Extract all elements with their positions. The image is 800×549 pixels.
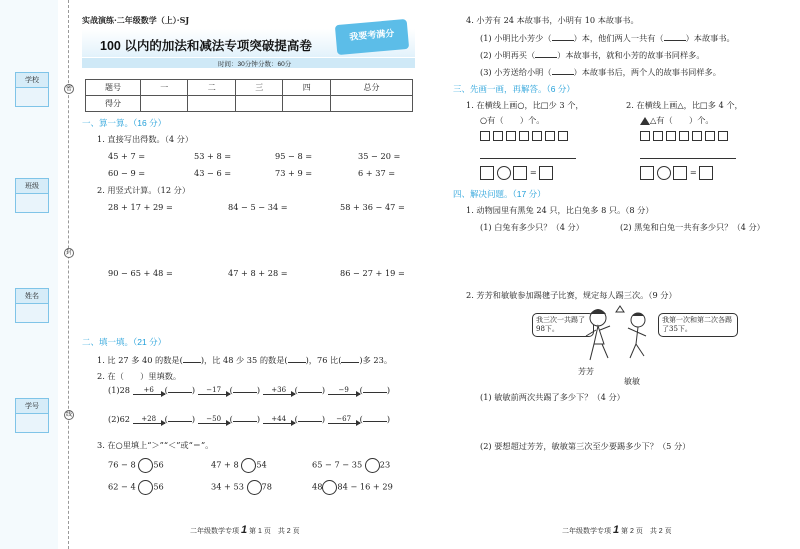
answer-blank[interactable] (552, 32, 574, 41)
s2-q4b: (2) 小明再买（ ）本故事书，就和小芳的故事书同样多。 (480, 50, 705, 60)
score-cell[interactable] (330, 96, 412, 112)
answer-blank[interactable] (233, 413, 257, 422)
equation-boxes: = (640, 166, 713, 180)
compare-item: 47 + 8 54 (211, 458, 267, 473)
section-3-title: 三、先画一画，再解答。（6 分） (453, 84, 575, 94)
answer-blank[interactable] (168, 384, 192, 393)
s4-q1a: (1) 白兔有多少只？（4 分） (480, 222, 584, 232)
s3-q2b: △有（ ）个。 (640, 115, 714, 126)
kids-illustration (576, 300, 666, 370)
s1-q2: 2. 用竖式计算。（12 分） (97, 185, 191, 195)
drawing-line[interactable] (480, 158, 576, 159)
col-header: 二 (188, 80, 235, 96)
page-title: 100 以内的加法和减法专项突破提高卷 (100, 39, 312, 53)
compare-item: 76 − 8 56 (108, 458, 164, 473)
chain-arrow: +6 (133, 387, 165, 395)
answer-blank[interactable] (535, 49, 557, 58)
vertical-item: 86 − 27 + 19 = (340, 268, 405, 278)
vertical-item: 90 − 65 + 48 = (108, 268, 173, 278)
s3-q1b: ○有（ ）个。 (480, 115, 545, 125)
number-chain-1: (1)28 +6 ( ) −17 ( ) +36 ( ) −9 ( ) (108, 385, 391, 395)
compare-circle[interactable] (247, 480, 262, 495)
s2-q2: 2. 在（ ）里填数。 (97, 371, 182, 381)
s2-q1-text: 多 23。 (362, 355, 393, 365)
badge: 我要考满分 (335, 19, 409, 55)
chain-arrow: +44 (263, 416, 295, 424)
shuttlecock-icon (616, 306, 624, 312)
oral-item: 73 + 9 = (275, 168, 313, 178)
answer-blank[interactable] (233, 384, 257, 393)
answer-blank[interactable] (664, 32, 686, 41)
oral-item: 6 + 37 = (358, 168, 396, 178)
chain-start: (1)28 (108, 385, 131, 395)
s2-q1-text: ，比 48 少 35 的数是 (204, 355, 285, 365)
speech-bubble-minmin: 我第一次和第二次各踢了35下。 (658, 313, 738, 337)
answer-blank[interactable] (552, 66, 574, 75)
compare-circle[interactable] (241, 458, 256, 473)
s4-q2: 2. 芳芳和敏敏参加踢毽子比赛，规定每人踢三次。（9 分） (466, 290, 677, 300)
name-field[interactable]: 姓名 (15, 288, 49, 323)
time-label: 时间：30分钟 (218, 61, 258, 68)
class-field[interactable]: 班级 (15, 178, 49, 213)
col-header: 四 (283, 80, 330, 96)
name-fangfang: 芳芳 (578, 367, 594, 376)
square-row (480, 130, 571, 141)
square-row (640, 130, 731, 141)
s4-q2b: (2) 要想超过芳芳，敏敏第三次至少要踢多少下？（5 分） (480, 441, 691, 451)
chain-arrow: −9 (328, 387, 360, 395)
number-chain-2: (2)62 +28 ( ) −50 ( ) +44 ( ) −67 ( ) (108, 414, 391, 424)
answer-blank[interactable] (168, 413, 192, 422)
answer-blank[interactable] (363, 413, 387, 422)
s4-q1b: (2) 黑兔和白兔一共有多少只？（4 分） (620, 222, 765, 232)
col-header: 总分 (330, 80, 412, 96)
compare-circle[interactable] (365, 458, 380, 473)
compare-item: 34 + 53 78 (211, 480, 272, 495)
series-label: 实战演练·二年级数学（上）·SJ (82, 15, 190, 25)
section-2-title: 二、填一填。（21 分） (82, 337, 167, 347)
compare-item: 48 84 − 16 + 29 (312, 480, 393, 495)
answer-blank[interactable] (298, 413, 322, 422)
s3-q1: 1. 在横线上画○，比□少 3 个， (466, 100, 584, 110)
compare-item: 65 − 7 − 35 23 (312, 458, 390, 473)
oral-item: 95 − 8 = (275, 151, 313, 161)
section-4-title: 四、解决问题。（17 分） (453, 189, 546, 199)
s2-q1: 1. 比 27 多 40 的数是( )，比 48 少 35 的数是( )，76 比( )多 23。 (97, 355, 393, 365)
score-table-header (86, 80, 413, 96)
answer-blank[interactable] (363, 384, 387, 393)
seal-mark-xian: 线 (65, 411, 72, 418)
oral-item: 43 − 6 = (194, 168, 232, 178)
cut-line (68, 0, 69, 549)
score-cell[interactable] (141, 96, 188, 112)
chain-arrow: −17 (198, 387, 230, 395)
name-minmin: 敏敏 (624, 377, 640, 386)
seal-mark-feng: 封 (65, 249, 72, 256)
compare-item: 62 − 4 56 (108, 480, 164, 495)
oral-item: 53 + 8 = (194, 151, 232, 161)
score-cell[interactable] (235, 96, 282, 112)
s2-q1-text: 1. 比 27 多 40 的数是 (97, 355, 180, 365)
col-header: 一 (141, 80, 188, 96)
oral-item: 35 − 20 = (358, 151, 401, 161)
compare-circle[interactable] (322, 480, 337, 495)
s2-q3: 3. 在○里填上“＞”“＜”或“＝”。 (97, 440, 214, 450)
chain-arrow: +36 (263, 387, 295, 395)
chain-arrow: −50 (198, 416, 230, 424)
s3-q2: 2. 在横线上画△，比□多 4 个， (626, 100, 743, 110)
s2-q1-text: ，76 比 (308, 355, 339, 365)
chain-arrow: +28 (133, 416, 165, 424)
chain-start: (2)62 (108, 414, 131, 424)
col-header: 题号 (86, 80, 141, 96)
school-field[interactable]: 学校 (15, 72, 49, 107)
score-cell[interactable] (188, 96, 235, 112)
s4-q2a: (1) 敏敏前两次共踢了多少下？（4 分） (480, 392, 625, 402)
speech-bubble-fangfang: 我三次一共踢了98下。 (532, 313, 594, 337)
chain-arrow: −67 (328, 416, 360, 424)
oral-item: 45 + 7 = (108, 151, 146, 161)
col-header: 三 (235, 80, 282, 96)
triangle-icon (640, 117, 650, 125)
compare-circle[interactable] (138, 458, 153, 473)
vertical-item: 47 + 8 + 28 = (228, 268, 288, 278)
s2-q4: 4. 小芳有 24 本故事书，小明有 10 本故事书。 (466, 15, 639, 25)
oral-item: 60 − 9 = (108, 168, 146, 178)
s2-q4c: (3) 小芳送给小明（ ）本故事书后，两个人的故事书同样多。 (480, 67, 721, 77)
seal-mark-mi: 密 (65, 85, 72, 92)
s2-q4a: (1) 小明比小芳少（ ）本，他们两人一共有（ ）本故事书。 (480, 33, 735, 43)
score-cell[interactable] (283, 96, 330, 112)
s1-q1: 1. 直接写出得数。（4 分） (97, 134, 194, 144)
answer-blank[interactable] (341, 354, 359, 363)
compare-circle[interactable] (138, 480, 153, 495)
score-table (85, 79, 413, 112)
footer-right: 二年级数学专项 1 第 2 页 共 2 页 (562, 524, 672, 536)
number-field[interactable]: 学号 (15, 398, 49, 433)
answer-blank[interactable] (298, 384, 322, 393)
section-1-title: 一、算一算。（16 分） (82, 118, 167, 128)
score-row (86, 96, 413, 112)
score-label: 分数：60分 (258, 61, 292, 68)
s4-q1: 1. 动物园里有黑兔 24 只，比白兔多 8 只。（8 分） (466, 205, 654, 215)
drawing-line[interactable] (640, 158, 736, 159)
equation-boxes: = (480, 166, 553, 180)
vertical-item: 84 − 5 − 34 = (228, 202, 288, 212)
vertical-item: 28 + 17 + 29 = (108, 202, 173, 212)
row-label: 得分 (86, 96, 141, 112)
answer-blank[interactable] (183, 354, 201, 363)
footer-left: 二年级数学专项 1 第 1 页 共 2 页 (190, 524, 300, 536)
vertical-item: 58 + 36 − 47 = (340, 202, 405, 212)
answer-blank[interactable] (288, 354, 306, 363)
